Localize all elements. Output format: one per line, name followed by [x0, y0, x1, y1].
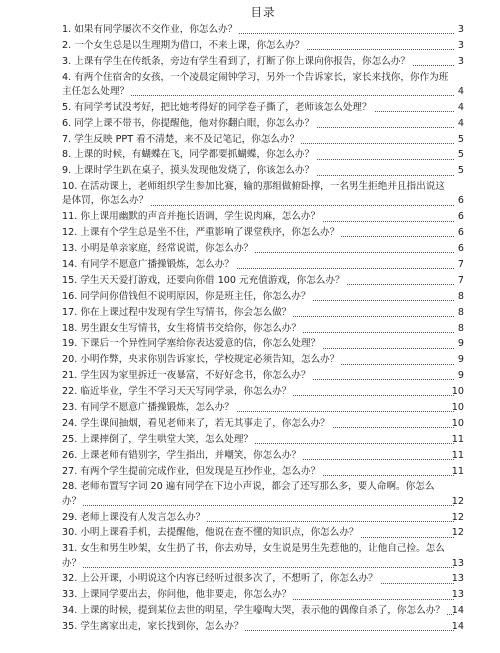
toc-entry-page: 10	[451, 417, 464, 429]
toc-entry-text: 小明是单亲家庭，经常说谎，你怎么办？	[80, 243, 254, 255]
toc-entry[interactable]	[62, 353, 464, 367]
toc-entry[interactable]	[62, 117, 464, 131]
toc-entry-page: 13	[451, 557, 464, 569]
toc-entry-text: 上课老师有错别字，学生指出，并嘲笑，你怎么办？	[80, 449, 301, 461]
toc-entry-content	[62, 323, 303, 334]
toc-entry-text: 小明上课看手机，去提醒他，他说在查不懂的知识点，你怎么办？	[80, 527, 359, 539]
toc-entry[interactable]	[62, 542, 464, 570]
toc-entry-page: 8	[457, 306, 464, 318]
toc-entry-text: 上课时学生趴在桌子，摸头发现他发烧了，你该怎么办？	[74, 165, 315, 177]
toc-entry-text: 同学问你借钱但不说明原因，你是班主任，你怎么办？	[80, 290, 311, 302]
toc-entry-page: 13	[451, 573, 464, 585]
toc-entry[interactable]	[62, 101, 464, 115]
toc-entry[interactable]	[62, 433, 464, 447]
toc-entry-content	[62, 181, 445, 206]
toc-entry[interactable]	[62, 23, 464, 37]
toc-entry-content	[62, 118, 316, 129]
toc-entry-text: 学生因为家里拆迁一夜暴富，不好好念书，你怎么办？	[80, 370, 311, 382]
toc-entry-text: 老师布置写字词 20 遍有同学在下边小声说，都会了还写那么多，要人命啊。你怎么办？	[62, 481, 435, 507]
toc-entry-number: 17.	[62, 306, 78, 318]
toc-entry-text: 在活动课上，老师组织学生参加比赛，输的那组做俯卧撑，一名男生拒绝并且指出说这是体罚，你怎么办？	[62, 181, 445, 207]
toc-entry-content	[62, 573, 380, 584]
toc-entry-page: 5	[457, 165, 464, 177]
toc-entry-text: 你在上课过程中发现有学生写情书，你会怎么做？	[80, 306, 292, 318]
toc-entry-content	[62, 165, 316, 176]
toc-entry-content	[62, 56, 412, 67]
toc-entry[interactable]	[62, 369, 464, 383]
toc-entry[interactable]	[62, 226, 464, 240]
toc-entry-text: 有同学考试没考好，把比她考得好的同学卷子撕了，老师该怎么处理？	[74, 101, 372, 113]
toc-entry-text: 上公开课，小明说这个内容已经听过很多次了，不想听了，你怎么办？	[80, 573, 378, 585]
toc-entry-number: 14.	[62, 258, 78, 270]
toc-entry-number: 29.	[62, 511, 78, 523]
toc-entry-page: 3	[457, 24, 464, 35]
toc-entry-number: 16.	[62, 290, 78, 302]
toc-entry-content	[62, 211, 322, 222]
toc-entry-text: 上课有个学生总是坐不住，严重影响了课堂秩序，你怎么办？	[80, 227, 340, 239]
toc-entry[interactable]	[62, 449, 464, 463]
toc-entry[interactable]	[62, 337, 464, 351]
toc-entry-content	[62, 40, 306, 51]
toc-entry[interactable]	[62, 290, 464, 304]
toc-entry[interactable]	[62, 620, 464, 634]
toc-entry-page: 4	[457, 85, 464, 97]
toc-entry-number: 8.	[62, 149, 72, 161]
toc-entry-content	[62, 370, 313, 381]
toc-entry-page: 10	[451, 402, 464, 413]
toc-entry-text: 同学上课不带书，你提醒他，他对你翻白眼，你怎么办？	[74, 117, 315, 129]
toc-entry[interactable]	[62, 604, 464, 618]
toc-title: 目录	[250, 5, 276, 19]
dot-leader	[62, 567, 454, 568]
toc-entry-page: 12	[451, 527, 464, 539]
toc-entry-text: 你上课用幽默的声音并拖长语调，学生说肉麻，怎么办？	[80, 211, 321, 223]
toc-entry-text: 下课后一个异性同学塞给你表达爱意的信，你怎么处理？	[80, 338, 321, 350]
toc-entry[interactable]	[62, 148, 464, 162]
toc-entry-page: 11	[451, 449, 464, 461]
toc-entry-text: 一个女生总是以生理期为借口，不来上课，你怎么办？	[74, 39, 305, 51]
toc-entry-number: 3.	[62, 55, 72, 67]
toc-entry-page: 4	[457, 117, 464, 129]
toc-entry-text: 学生反映 PPT 看不清楚，来不及记笔记，你怎么办？	[74, 133, 300, 145]
toc-entry-page: 8	[457, 322, 464, 334]
toc-entry-content	[62, 259, 236, 270]
toc-entry-number: 20.	[62, 354, 78, 366]
toc-entry-text: 有两个学生提前完成作业，但发现是互抄作业，怎么办？	[80, 465, 321, 477]
dot-leader	[62, 505, 454, 506]
toc-entry-page: 3	[457, 39, 464, 51]
toc-entry-number: 28.	[62, 481, 78, 493]
toc-entry-number: 4.	[62, 71, 72, 83]
toc-entry-number: 18.	[62, 322, 78, 334]
toc-entry-content	[62, 589, 293, 600]
toc-entry[interactable]	[62, 480, 464, 508]
toc-entry-content	[62, 386, 293, 397]
toc-entry-text: 临近毕业，学生不学习天天写同学录，你怎么办？	[80, 386, 292, 398]
toc-entry-page: 3	[457, 55, 464, 67]
toc-entry[interactable]	[62, 417, 464, 431]
toc-entry[interactable]	[62, 180, 464, 208]
toc-entry-number: 5.	[62, 101, 72, 113]
toc-entry-content	[62, 243, 255, 254]
toc-entry-content	[62, 418, 332, 429]
toc-entry-text: 如果有同学屡次不交作业，你怎么办？	[74, 24, 238, 35]
toc-entry-text: 上课的时候，提到某位去世的明星，学生嚎啕大哭，表示他的偶像自杀了，你怎么办？	[80, 605, 445, 617]
toc-entry[interactable]	[62, 588, 464, 602]
toc-entry-number: 7.	[62, 133, 72, 145]
toc-entry-number: 26.	[62, 449, 78, 461]
toc-entry-text: 学生课间抽烟，看见老师来了，若无其事走了，你怎么办？	[80, 417, 330, 429]
toc-entry-page: 6	[457, 243, 464, 255]
toc-entry-content	[62, 543, 445, 568]
toc-entry-number: 12.	[62, 227, 78, 239]
toc-entry[interactable]	[62, 39, 464, 53]
toc-entry-page: 14	[451, 605, 464, 617]
toc-entry-number: 11.	[62, 211, 78, 223]
toc-entry-page: 7	[457, 258, 464, 270]
toc-entry-number: 30.	[62, 527, 78, 539]
toc-entry-page: 14	[451, 621, 464, 633]
toc-entry-number: 9.	[62, 165, 72, 177]
toc-entry-text: 上课同学要出去，你问他，他非要走，你怎么办？	[80, 589, 292, 601]
toc-entry-content	[62, 354, 341, 365]
toc-entry-content	[62, 24, 239, 35]
toc-entry-text: 小明作弊，央求你别告诉家长，学校规定必须告知，怎么办？	[80, 354, 340, 366]
toc-entry-page: 4	[457, 101, 464, 113]
toc-entry-content	[62, 72, 448, 97]
toc-entry-text: 有两个住宿舍的女孩，一个凌晨定闹钟学习，另外一个告诉家长，家长来找你，你作为班主任怎么处理？	[62, 71, 449, 97]
toc-entry-page: 8	[457, 290, 464, 302]
toc-entry[interactable]	[62, 71, 464, 99]
toc-entry-number: 1.	[62, 24, 72, 35]
toc-entry[interactable]	[62, 511, 464, 525]
toc-entry-content	[62, 338, 322, 349]
toc-entry-number: 2.	[62, 39, 72, 51]
toc-entry-number: 35.	[62, 621, 78, 633]
toc-entry[interactable]	[62, 401, 464, 415]
toc-entry[interactable]	[62, 385, 464, 399]
toc-entry-page: 12	[451, 495, 464, 507]
toc-entry-content	[62, 149, 316, 160]
toc-entry[interactable]	[62, 306, 464, 320]
toc-entry-number: 27.	[62, 465, 78, 477]
toc-entry-content	[62, 434, 255, 445]
toc-entry-number: 22.	[62, 386, 78, 398]
toc-entry-content	[62, 275, 347, 286]
toc-entry-content	[62, 527, 361, 538]
toc-entry-number: 34.	[62, 605, 78, 617]
toc-entry-number: 15.	[62, 274, 78, 286]
toc-entry-content	[62, 291, 313, 302]
toc-entry-text: 上课有学生在传纸条，旁边有学生看到了，打断了你上课向你报告，你怎么办？	[74, 55, 410, 67]
toc-entry[interactable]	[62, 258, 464, 272]
toc-entry[interactable]	[62, 210, 464, 224]
toc-entry[interactable]	[62, 164, 464, 178]
toc-entry-content	[62, 307, 293, 318]
toc-entry[interactable]	[62, 465, 464, 479]
toc-entry-content	[62, 227, 341, 238]
toc-entry-content	[62, 134, 301, 145]
toc-entry-number: 31.	[62, 543, 78, 555]
toc-entry-page: 6	[457, 211, 464, 223]
toc-entry-content	[62, 621, 245, 632]
toc-entry-page: 10	[451, 386, 464, 398]
toc-entry-content	[62, 605, 447, 616]
toc-entry-content	[62, 102, 374, 113]
toc-list	[62, 23, 464, 634]
toc-entry-page: 12	[451, 511, 464, 523]
toc-entry-text: 有同学不愿意广播操锻炼，怎么办？	[80, 402, 234, 413]
toc-entry-page: 13	[451, 589, 464, 601]
toc-entry-text: 上课的时候，有蝴蝶在飞，同学都要抓蝴蝶，你怎么办？	[74, 149, 315, 161]
toc-entry-number: 24.	[62, 417, 78, 429]
toc-entry-page: 6	[457, 195, 464, 207]
toc-entry-text: 男生跟女生写情书，女生将情书交给你，你怎么办？	[80, 322, 301, 334]
toc-entry-number: 33.	[62, 589, 78, 601]
toc-entry[interactable]	[62, 133, 464, 147]
toc-entry-page: 5	[457, 149, 464, 161]
toc-entry-number: 25.	[62, 433, 78, 445]
toc-entry-text: 女生和男生吵架，女生扔了书，你去劝导，女生说是男生先惹他的，让他自己捡。怎么办？	[62, 543, 445, 569]
toc-entry-number: 6.	[62, 117, 72, 129]
toc-entry-number: 13.	[62, 243, 78, 255]
toc-entry-content	[62, 466, 322, 477]
toc-entry-page: 9	[457, 354, 464, 366]
toc-entry-page: 9	[457, 370, 464, 382]
toc-entry-text: 上课摔倒了，学生哄堂大笑，怎么处理？	[80, 433, 254, 445]
toc-entry-number: 23.	[62, 402, 78, 413]
toc-entry-text: 老师上课没有人发言怎么办？	[80, 511, 206, 523]
toc-entry-number: 10.	[62, 181, 78, 193]
toc-entry-page: 11	[451, 465, 464, 477]
toc-entry-text: 学生离家出走，家长找到你，怎么办？	[80, 621, 244, 633]
toc-entry-number: 32.	[62, 573, 78, 585]
toc-entry-page: 9	[457, 338, 464, 350]
toc-entry-text: 学生天天爱打游戏，还要向你借 100 元充值游戏，你怎么办？	[80, 274, 345, 286]
toc-entry-content	[62, 512, 207, 523]
toc-entry-page: 7	[457, 274, 464, 286]
toc-entry-number: 19.	[62, 338, 78, 350]
toc-entry-content	[62, 450, 303, 461]
toc-entry-text: 有同学不愿意广播操锻炼，怎么办？	[80, 258, 234, 270]
toc-entry-number: 21.	[62, 370, 78, 382]
toc-entry-content	[62, 481, 434, 506]
toc-entry-page: 6	[457, 227, 464, 239]
toc-entry-content	[62, 402, 236, 413]
toc-entry[interactable]	[62, 572, 464, 586]
toc-entry-page: 11	[451, 433, 464, 445]
toc-entry[interactable]	[62, 55, 464, 69]
toc-entry-page: 5	[457, 133, 464, 145]
toc-entry[interactable]	[62, 526, 464, 540]
toc-entry[interactable]	[62, 242, 464, 256]
toc-entry[interactable]	[62, 322, 464, 336]
toc-entry[interactable]	[62, 274, 464, 288]
